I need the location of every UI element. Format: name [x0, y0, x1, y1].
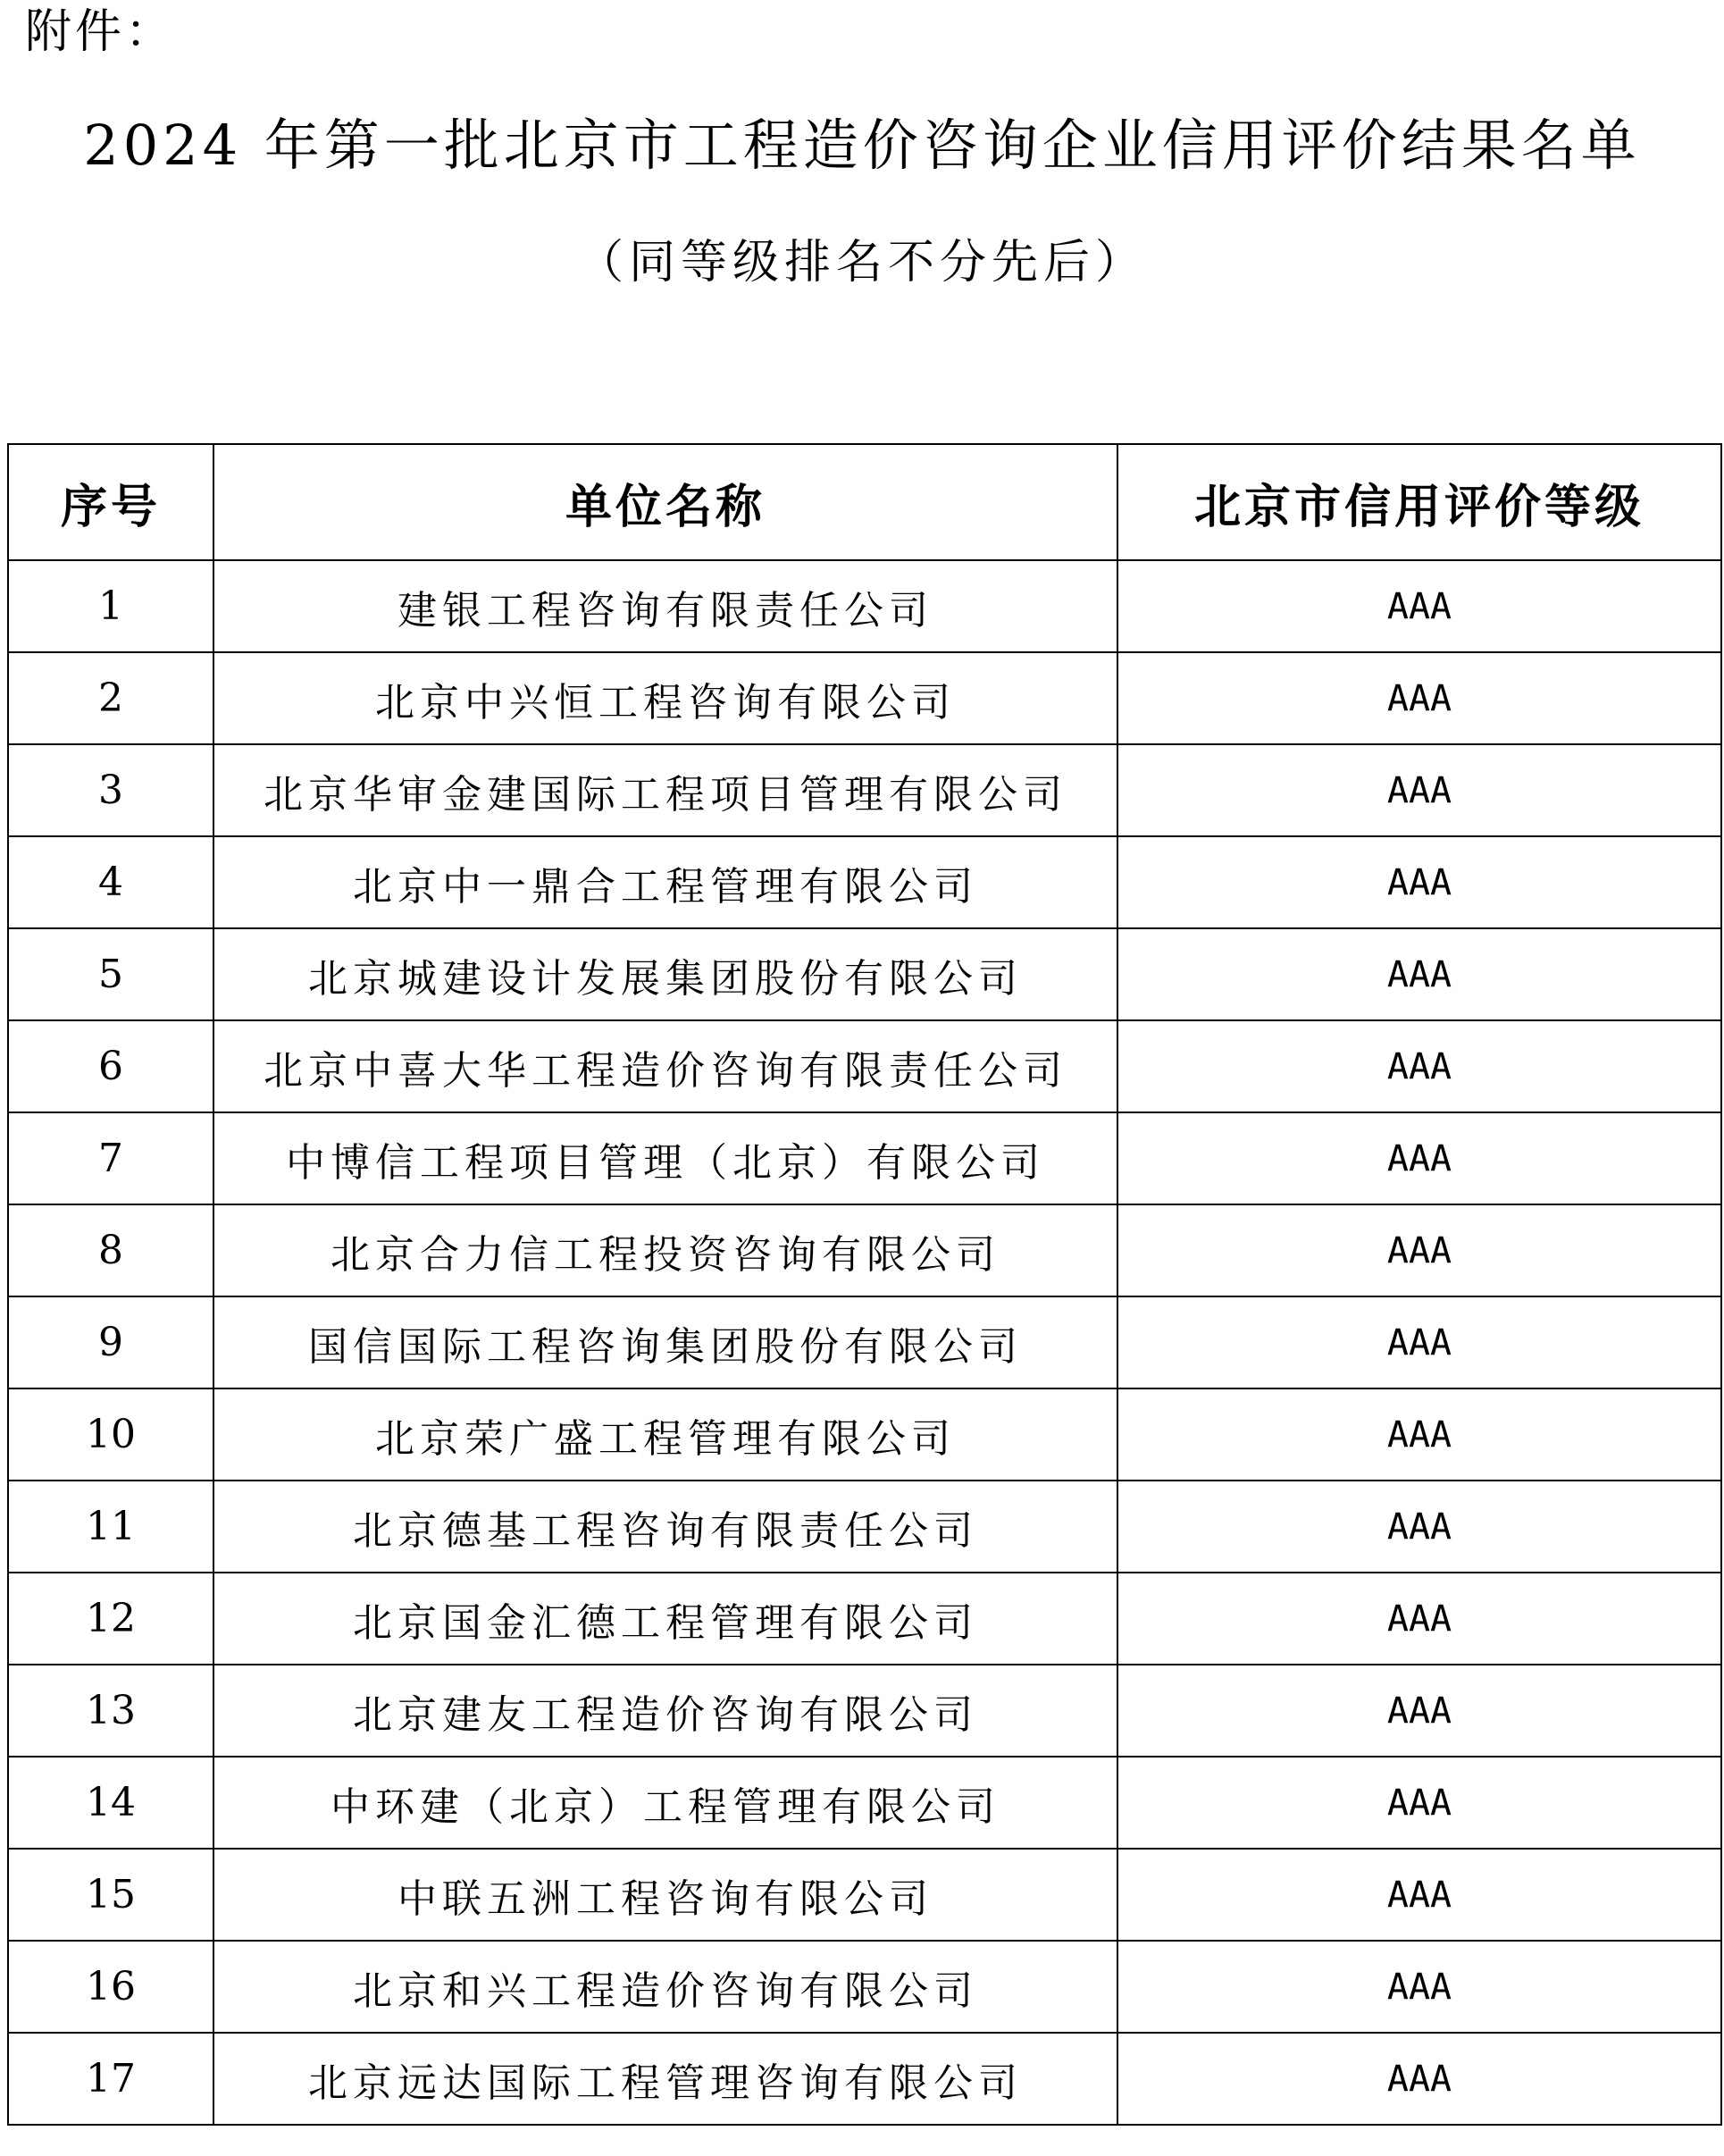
cell-credit-grade: AAA: [1117, 1020, 1721, 1112]
cell-company-name: 北京合力信工程投资咨询有限公司: [213, 1204, 1117, 1296]
cell-serial-number: 12: [8, 1573, 213, 1665]
cell-serial-number: 3: [8, 744, 213, 836]
table-row: [8, 928, 1721, 1020]
table-row: [8, 2033, 1721, 2125]
cell-credit-grade: AAA: [1117, 1296, 1721, 1388]
cell-credit-grade: AAA: [1117, 1388, 1721, 1481]
cell-company-name: 建银工程咨询有限责任公司: [213, 560, 1117, 652]
cell-company-name: 中环建（北京）工程管理有限公司: [213, 1757, 1117, 1849]
cell-credit-grade: AAA: [1117, 836, 1721, 928]
cell-serial-number: 11: [8, 1481, 213, 1573]
table-row: [8, 1573, 1721, 1665]
cell-serial-number: 4: [8, 836, 213, 928]
cell-credit-grade: AAA: [1117, 1665, 1721, 1757]
cell-credit-grade: AAA: [1117, 1757, 1721, 1849]
table-header-row: [8, 444, 1721, 560]
cell-company-name: 北京中兴恒工程咨询有限公司: [213, 652, 1117, 744]
cell-company-name: 北京德基工程咨询有限责任公司: [213, 1481, 1117, 1573]
cell-serial-number: 6: [8, 1020, 213, 1112]
cell-credit-grade: AAA: [1117, 928, 1721, 1020]
cell-serial-number: 2: [8, 652, 213, 744]
cell-company-name: 中博信工程项目管理（北京）有限公司: [213, 1112, 1117, 1204]
table-row: [8, 1665, 1721, 1757]
table-row: [8, 652, 1721, 744]
cell-credit-grade: AAA: [1117, 1573, 1721, 1665]
document-subtitle: （同等级排名不分先后）: [576, 236, 1147, 289]
cell-company-name: 北京城建设计发展集团股份有限公司: [213, 928, 1117, 1020]
cell-company-name: 北京中喜大华工程造价咨询有限责任公司: [213, 1020, 1117, 1112]
cell-company-name: 国信国际工程咨询集团股份有限公司: [213, 1296, 1117, 1388]
cell-serial-number: 5: [8, 928, 213, 1020]
cell-credit-grade: AAA: [1117, 652, 1721, 744]
credit-results-table: [7, 443, 1722, 2126]
cell-serial-number: 9: [8, 1296, 213, 1388]
cell-serial-number: 13: [8, 1665, 213, 1757]
table-row: [8, 1849, 1721, 1941]
cell-serial-number: 1: [8, 560, 213, 652]
table-row: [8, 1941, 1721, 2033]
table-row: [8, 1388, 1721, 1481]
cell-credit-grade: AAA: [1117, 744, 1721, 836]
table-row: [8, 1112, 1721, 1204]
table-row: [8, 744, 1721, 836]
header-credit-grade: 北京市信用评价等级: [1117, 444, 1721, 560]
cell-credit-grade: AAA: [1117, 1849, 1721, 1941]
cell-serial-number: 8: [8, 1204, 213, 1296]
cell-company-name: 北京远达国际工程管理咨询有限公司: [213, 2033, 1117, 2125]
cell-credit-grade: AAA: [1117, 1941, 1721, 2033]
table-row: [8, 1204, 1721, 1296]
cell-credit-grade: AAA: [1117, 1112, 1721, 1204]
cell-credit-grade: AAA: [1117, 1481, 1721, 1573]
cell-serial-number: 17: [8, 2033, 213, 2125]
document-title: 2024 年第一批北京市工程造价咨询企业信用评价结果名单: [83, 113, 1641, 178]
cell-serial-number: 14: [8, 1757, 213, 1849]
cell-company-name: 中联五洲工程咨询有限公司: [213, 1849, 1117, 1941]
cell-company-name: 北京国金汇德工程管理有限公司: [213, 1573, 1117, 1665]
cell-credit-grade: AAA: [1117, 1204, 1721, 1296]
cell-company-name: 北京和兴工程造价咨询有限公司: [213, 1941, 1117, 2033]
cell-credit-grade: AAA: [1117, 2033, 1721, 2125]
cell-company-name: 北京中一鼎合工程管理有限公司: [213, 836, 1117, 928]
header-serial-number: 序号: [8, 444, 213, 560]
header-company-name: 单位名称: [213, 444, 1117, 560]
cell-serial-number: 7: [8, 1112, 213, 1204]
cell-serial-number: 16: [8, 1941, 213, 2033]
table-row: [8, 560, 1721, 652]
table-row: [8, 1757, 1721, 1849]
cell-company-name: 北京建友工程造价咨询有限公司: [213, 1665, 1117, 1757]
cell-company-name: 北京荣广盛工程管理有限公司: [213, 1388, 1117, 1481]
table-row: [8, 836, 1721, 928]
attachment-label: 附件：: [25, 5, 176, 59]
cell-serial-number: 10: [8, 1388, 213, 1481]
cell-credit-grade: AAA: [1117, 560, 1721, 652]
table-row: [8, 1481, 1721, 1573]
table-row: [8, 1020, 1721, 1112]
table-row: [8, 1296, 1721, 1388]
cell-company-name: 北京华审金建国际工程项目管理有限公司: [213, 744, 1117, 836]
cell-serial-number: 15: [8, 1849, 213, 1941]
